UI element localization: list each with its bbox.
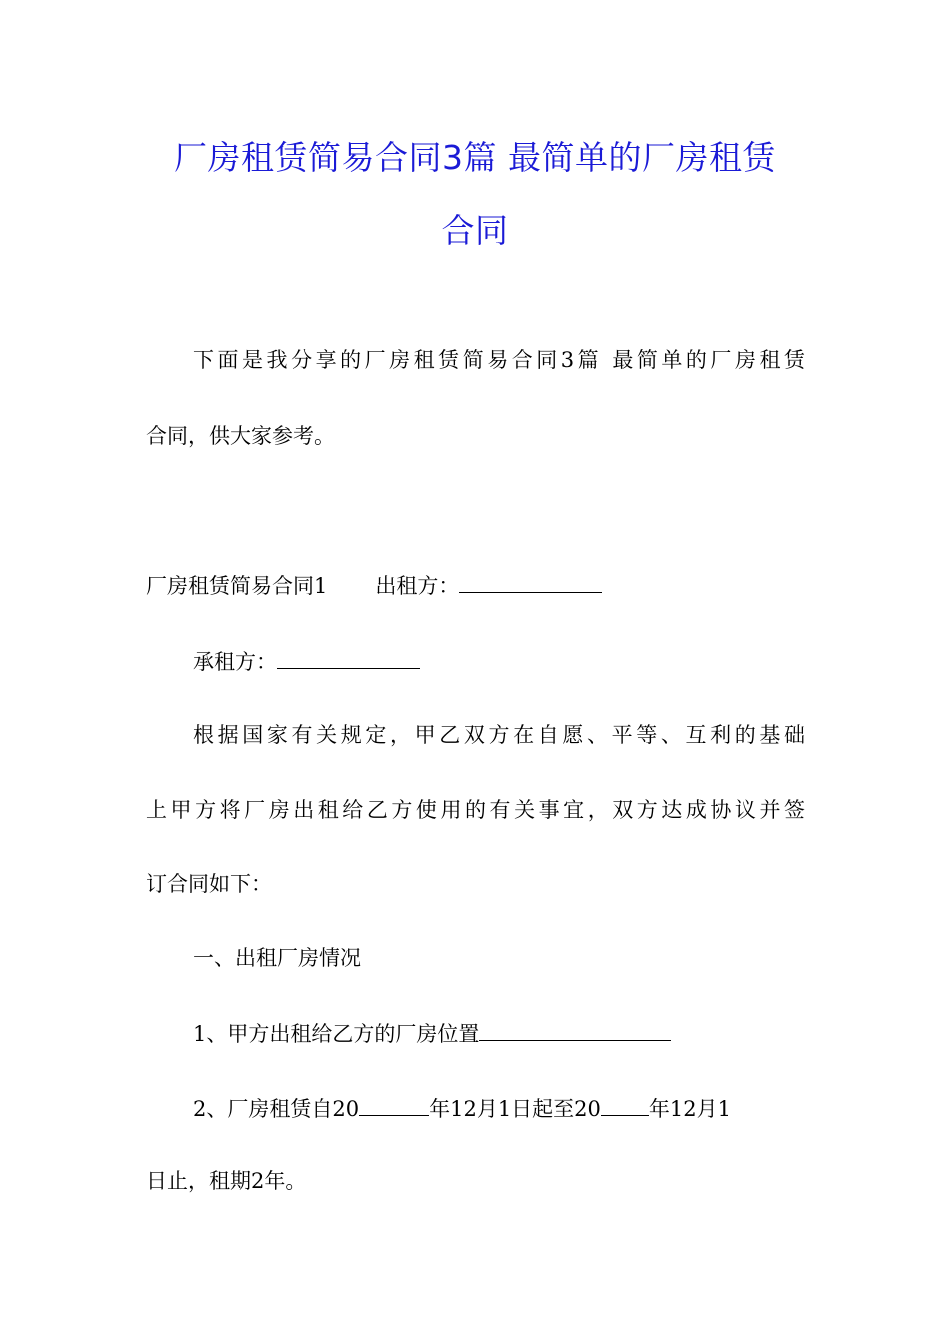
lessor-label: 出租方： [375, 574, 460, 598]
document-title-line-1: 厂房租赁简易合同3篇 最简单的厂房租赁 [174, 138, 776, 177]
item-1-row [193, 1018, 671, 1049]
contract-1-heading: 厂房租赁简易合同1 [146, 574, 328, 598]
item-2-row [193, 1093, 731, 1124]
section-1-heading: 一、出租厂房情况 [193, 946, 361, 970]
item-2-line-2: 日止，租期2年。 [146, 1169, 307, 1193]
lessee-label: 承租方： [193, 650, 277, 674]
para-1-line-1: 根据国家有关规定，甲乙双方在自愿、平等、互利的基础 [193, 723, 805, 747]
lessee-row [193, 646, 420, 677]
para-1-line-3: 订合同如下： [146, 872, 272, 896]
lessor-blank [459, 570, 602, 593]
end-year-blank [601, 1093, 649, 1116]
item-2-text-b: 年12月1日起至20 [429, 1097, 601, 1121]
start-year-blank [359, 1093, 429, 1116]
location-blank [479, 1018, 671, 1041]
item-2-text-a: 2、厂房租赁自20 [193, 1097, 360, 1121]
para-1-line-2: 上甲方将厂房出租给乙方使用的有关事宜，双方达成协议并签 [146, 798, 805, 822]
contract-1-heading-row [146, 570, 602, 601]
lessee-blank [277, 646, 420, 669]
item-1-text: 1、甲方出租给乙方的厂房位置 [193, 1022, 480, 1046]
item-2-text-c: 年12月1 [648, 1097, 731, 1121]
intro-line-1: 下面是我分享的厂房租赁简易合同3篇 最简单的厂房租赁 [193, 348, 805, 372]
document-title-line-2: 合同 [441, 211, 509, 250]
intro-line-2: 合同，供大家参考。 [146, 424, 335, 448]
